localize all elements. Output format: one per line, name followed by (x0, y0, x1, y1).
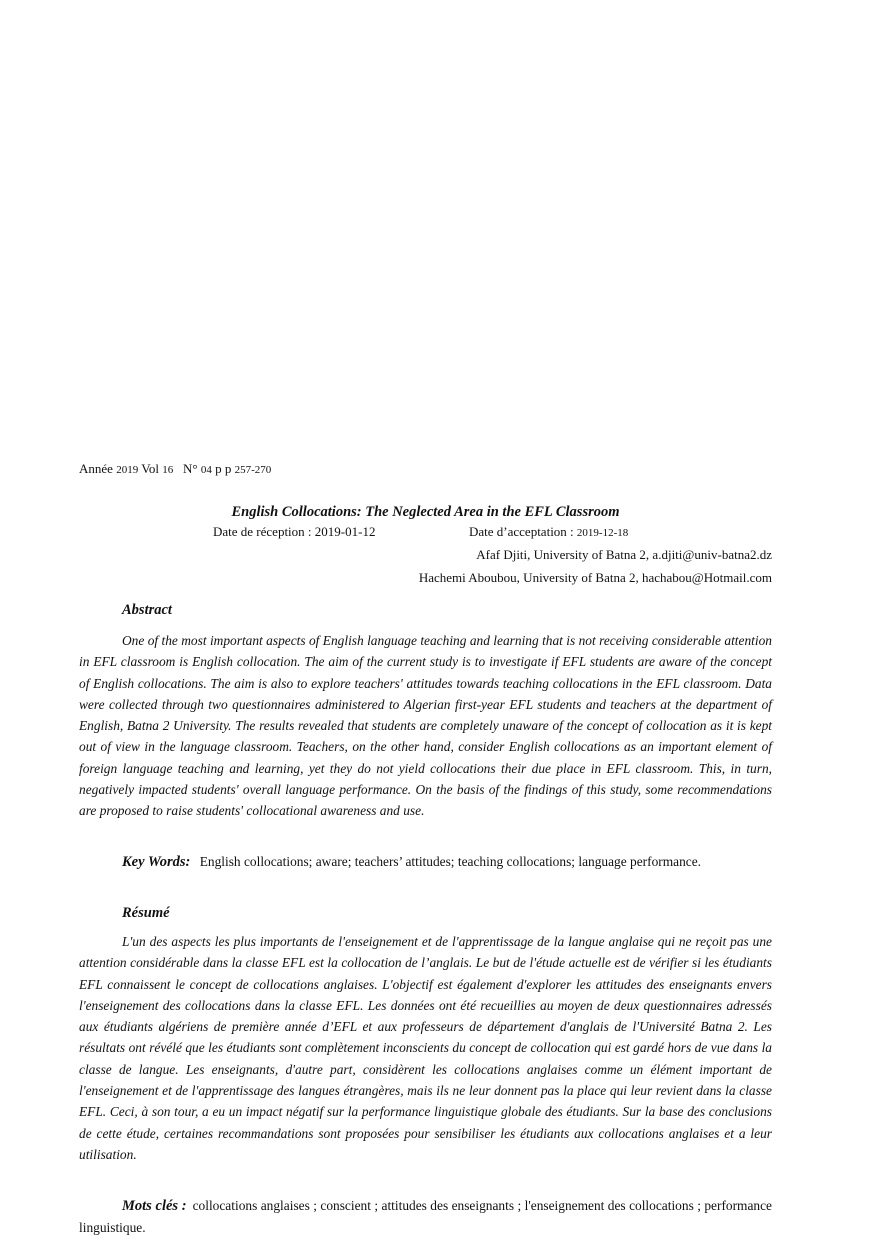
received-date (213, 524, 375, 539)
keywords-english (79, 851, 772, 873)
mots-cles-label: Mots clés : (122, 1198, 187, 1214)
submission-dates (213, 524, 629, 540)
accepted-value: 2019-12-18 (576, 527, 629, 539)
author-2: Hachemi Aboubou, University of Batna 2, hachabou@Hotmail.com (418, 570, 772, 585)
pages-label: p p (211, 461, 235, 476)
journal-info (79, 461, 271, 477)
resume-text: L'un des aspects les plus importants de l'enseignement et de l'apprentissage de la langue anglaise qui ne reçoit pas une attention considérable dans la classe EFL est la collocation de l’anglais. Le but de l'étude actuelle est de vérifier si les étudiants EFL connaissent le concept de collocations anglaises. L'objectif est également d'explorer les attitudes des enseignants envers l'enseignement des collocations dans la classe EFL. Les données ont été recueillies au moyen de deux questionnaires adressés aux étudiants algériens de première année d’EFL et aux professeurs de département d'anglais de l'Université Batna 2. Les résultats ont révélé que les étudiants sont complètement inconscients du concept de collocation qui est gardé hors de vue dans la classe de langue. Les enseignants, d'autre part, considèrent les collocations anglaises comme un élément important de l'enseignement et de l'apprentissage des langues étrangères, mais ils ne leur donnent pas la place qui leur revient dans la classe EFL. Ceci, à son tour, a eu un impact négatif sur la performance linguistique globale des étudiants. Sur la base des conclusions de cette étude, certaines recommandations sont proposées pour sensibiliser les étudiants aux collocations anglaises et a leur utilisation. (79, 934, 772, 1162)
journal-year: 2019 (116, 464, 139, 476)
volume-number: 16 (162, 464, 174, 476)
received-label: Date de réception : (213, 524, 315, 539)
article-title: English Collocations: The Neglected Area in the EFL Classroom (231, 504, 620, 520)
keywords-list: English collocations; aware; teachers’ attitudes; teaching collocations; language performance. (199, 854, 702, 869)
resume-heading: Résumé (122, 905, 170, 921)
keywords-label: Key Words: (122, 854, 191, 870)
issue-number: 04 (200, 464, 212, 476)
journal-prefix: Année (79, 461, 113, 476)
author-1: Afaf Djiti, University of Batna 2, a.djiti@univ-batna2.dz (476, 547, 772, 562)
abstract-text: One of the most important aspects of English language teaching and learning that is not receiving considerable attention in EFL classroom is English collocation. The aim of the current study is to investigate if EFL students are aware of the concept of English collocations. The aim is also to explore teachers' attitudes towards teaching collocations in the EFL classroom. Data were collected through two questionnaires administered to Algerian first-year EFL students and teachers at the department of English, Batna 2 University. The results revealed that students are completely unaware of the concept of collocation as it is kept out of view in the language classroom. Teachers, on the other hand, consider English collocations as an important element of foreign language teaching and learning, yet they do not yield collocations their due place in EFL classroom. This, in turn, negatively impacted students' overall language performance. On the basis of the findings of this study, some recommendations are proposed to raise students' collocational awareness and use. (79, 633, 772, 819)
accepted-label: Date d’acceptation : (469, 524, 577, 539)
abstract-heading: Abstract (122, 602, 172, 618)
mots-cles-list: collocations anglaises ; conscient ; attitudes des enseignants ; l'enseignement des collocations ; performance linguistique. (79, 1198, 772, 1236)
received-value: 2019-01-12 (314, 524, 376, 539)
accepted-date (469, 524, 628, 540)
volume-label: Vol (141, 461, 160, 476)
page-range: 257-270 (234, 464, 272, 476)
issue-label: N° (183, 461, 201, 476)
keywords-french (79, 1195, 772, 1239)
